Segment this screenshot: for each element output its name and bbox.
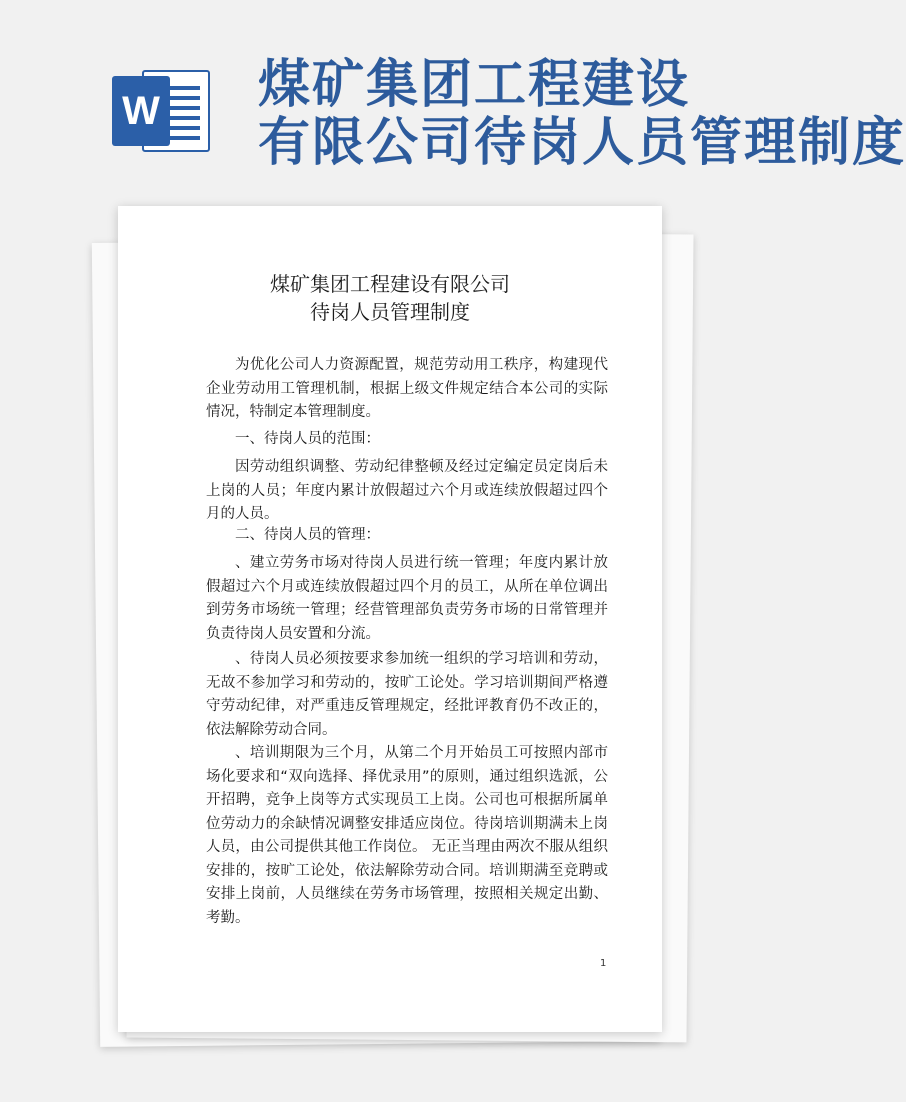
document-page [118,206,662,1032]
intro-paragraph: 为优化公司人力资源配置，规范劳动用工秩序，构建现代企业劳动用工管理机制，根据上级文件规定结合本公司的实际情况，特制定本管理制度。 [206,357,608,420]
word-document-icon [112,66,212,156]
word-logo-badge: W [112,76,170,146]
document-title-line2: 待岗人员管理制度 [310,300,470,324]
scope-paragraph: 因劳动组织调整、劳动纪律整顿及经过定编定员定岗后未上岗的人员；年度内累计放假超过六个月或连续放假超过四个月的人员。 [206,459,608,522]
banner-title-line1: 煤矿集团工程建设 [258,55,691,115]
page-number: 1 [600,958,607,969]
banner-title-line2: 有限公司待岗人员管理制度 [258,113,906,173]
section-heading-scope: 一、待岗人员的范围： [235,431,380,447]
management-item-1: 、建立劳务市场对待岗人员进行统一管理；年度内累计放假超过六个月或连续放假超过四个月的员工，从所在单位调出到劳务市场统一管理；经营管理部负责劳务市场的日常管理并负责待岗人员安置和分流。 [206,555,608,642]
section-heading-management: 二、待岗人员的管理： [235,527,380,543]
banner-title [258,55,906,173]
management-item-2: 、待岗人员必须按要求参加统一组织的学习培训和劳动，无故不参加学习和劳动的，按旷工论处。学习培训期间严格遵守劳动纪律，对严重违反管理规定，经批评教育仍不改正的，依法解除劳动合同。 [206,651,608,738]
management-item-3: 、培训期限为三个月，从第二个月开始员工可按照内部市场化要求和“双向选择、择优录用”的原则，通过组织选派，公开招聘，竞争上岗等方式实现员工上岗。公司也可根据所属单位劳动力的余缺情况调整安排适应岗位。待岗培训期满未上岗人员，由公司提供其他工作岗位。 无正当理由两次不服从组织安排的，按旷工论处，依法解除劳动合同。培训期满至竞聘或安排上岗前，人员继续在劳务市场管理，按照相关规定出勤、考勤。 [206,745,608,926]
document-title-line1: 煤矿集团工程建设有限公司 [270,272,510,296]
